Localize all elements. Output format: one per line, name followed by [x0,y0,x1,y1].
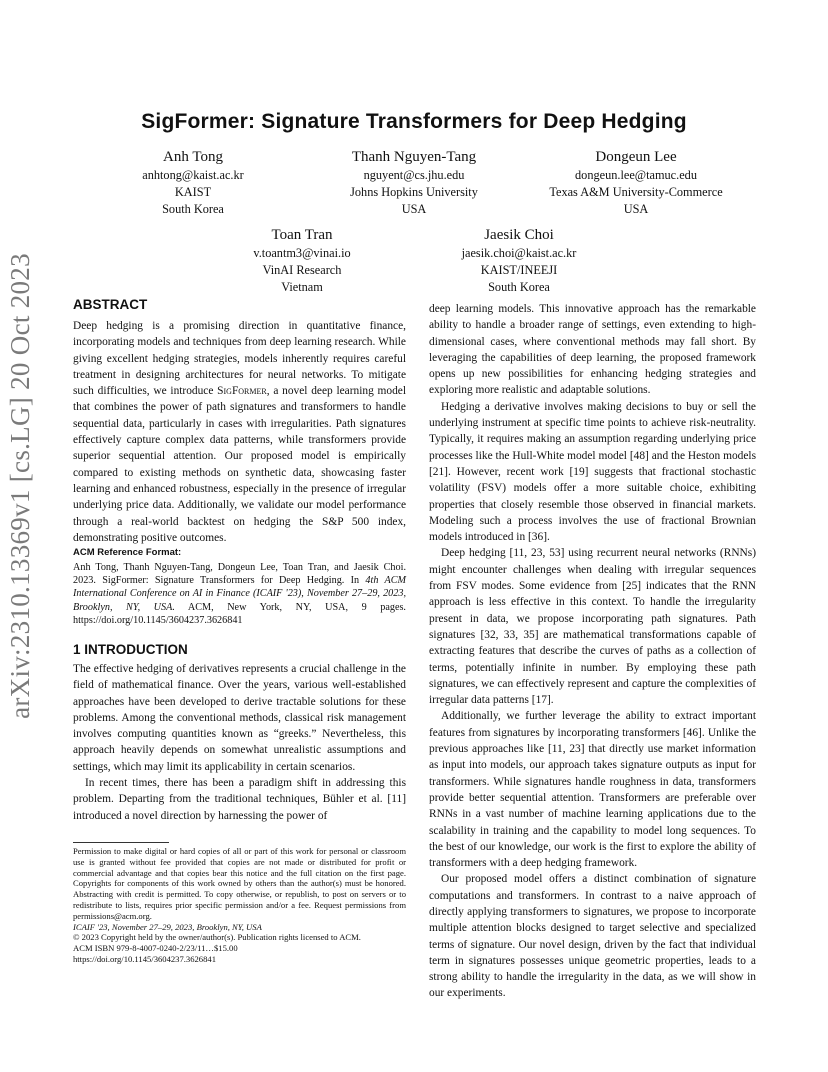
acm-reference-heading: ACM Reference Format: [73,547,182,558]
model-name: SigFormer [217,385,267,398]
right-column-body [429,301,756,1002]
author-country: South Korea [162,202,224,216]
author-country: South Korea [488,280,550,294]
author-country: USA [623,202,649,216]
arxiv-identifier: arXiv:2310.13369v1 [cs.LG] 20 Oct 2023 [5,253,35,719]
acm-reference-text: Anh Tong, Thanh Nguyen-Tang, Dongeun Lee, Toan Tran, and Jaesik Choi. 2023. SigFormer: Signature Transformers for Deep Hedging. In [73,562,406,587]
doi-line: https://doi.org/10.1145/3604237.3626841 [73,953,216,964]
author-affiliation: Texas A&M University-Commerce [549,185,723,199]
author-name: Dongeun Lee [595,149,677,165]
author-affiliation: KAIST/INEEJI [480,263,558,277]
abstract-body [73,318,406,546]
author-name: Thanh Nguyen-Tang [351,149,477,165]
author-email: jaesik.choi@kaist.ac.kr [461,246,577,260]
author-country: USA [401,202,427,216]
paragraph: Additionally, we further leverage the ability to extract important features from signatures by incorporating transformers [46]. Unlike the previous approaches like [11, 23] that directly use market information as input into models, our approach takes signature outputs as input for transformers. While signatures handle roughness in data, transformers provide better sequential attention. Transformers are preferable over RNNs in a vast number of machine learning applications due to the scalability in training and the capability to model long sequences. To the best of our knowledge, our work is the first to explore the ability of transformers with a deep hedging framework. [429,710,756,870]
paper-title: SigFormer: Signature Transformers for Deep Hedging [141,110,687,133]
author-email: anhtong@kaist.ac.kr [142,168,244,182]
paragraph: deep learning models. This innovative approach has the remarkable ability to handle a broader range of settings, even extending to high-dimensional cases, where conventional methods may fall short. By leveraging the capabilities of deep learning, the proposed framework opens up new possibilities for enhancing hedging strategies and exploring more realistic and adaptable solutions. [429,303,756,397]
author-email: dongeun.lee@tamuc.edu [575,168,697,182]
author-block [526,147,746,218]
introduction-heading: 1 INTRODUCTION [73,642,188,657]
abstract-text: Deep hedging is a promising direction in quantitative finance, incorporating models and techniques from deep learning research. While giving excellent hedging strategies, models inherently requires careful treatment in designing architectures for neural networks. To mitigate such difficulties, we introduce [73,320,406,398]
copyright-line: © 2023 Copyright held by the owner/author(s). Publication rights licensed to ACM. [73,932,361,943]
footnote [73,846,406,965]
conference-line: ICAIF '23, November 27–29, 2023, Brooklyn, NY, USA [73,921,262,932]
introduction-body [73,661,406,824]
author-email: v.toantm3@vinai.io [253,246,351,260]
author-email: nguyent@cs.jhu.edu [363,168,465,182]
abstract-heading: ABSTRACT [73,297,148,312]
paragraph: Hedging a derivative involves making decisions to buy or sell the underlying instrument at specific time points to achieve risk-neutrality. Typically, it requires making an assumption regarding underlying price processes like the Hull-White model model [48] and the Heston models [21]. However, recent work [19] suggests that fractional stochastic volatility (FSV) models offer a more suitable choice, exhibiting properties that closely resemble those observed in financial markets. Modeling such a process involves the use of fractional Brownian models introduced in [36]. [429,400,756,544]
footnote-rule [73,842,169,843]
author-name: Toan Tran [271,227,333,243]
paragraph: Our proposed model offers a distinct combination of signature computations and transformers. In contrast to a naive approach of directly applying transformers to signatures, we propose to incorporate multiple attention blocks designed to target selective and specialized terms of signature. Our novel design, driven by the fact that individual term in signatures possesses unique geometric properties, leads to a strong ability to handle the irregularity in the data, as we will show in our experiments. [429,873,756,1000]
abstract-text: , a novel deep learning model that combines the power of path signatures and transformers to handle sequential data, particularly in cases with irregularities. Path signatures effectively capture complex data patterns, while transformers provide superior sequential attention. Our proposed model is empirically compared to existing methods on synthetic data, showcasing faster learning and enhanced robustness, especially in the presence of irregular underlying price data. Additionally, we validate our model performance through a real-world backtest on hedging the S&P 500 index, demonstrating positive outcomes. [73,385,406,544]
author-block [212,225,392,296]
author-block [424,225,614,296]
author-name: Jaesik Choi [484,227,554,243]
author-block [314,147,514,218]
author-affiliation: VinAI Research [262,263,342,277]
acm-reference-body [73,561,406,627]
isbn-line: ACM ISBN 979-8-4007-0240-2/23/11…$15.00 [73,943,238,954]
author-block [103,147,283,218]
paragraph: Deep hedging [11, 23, 53] using recurrent neural networks (RNNs) might encounter challenges when dealing with irregular sequences from FSV modes. Some evidence from [25] indicates that the RNN approach is less effective in this context. To handle the irregularity present in data, we propose incorporating path signatures. Path signatures [32, 33, 35] are mathematical transformations capable of extracting features that describe the curves of paths as a collection of terms, potentially infinite in number. By employing these path signatures, we can effectively represent and capture the complexities of irregular data patterns [17]. [429,547,756,707]
author-country: Vietnam [281,280,323,294]
author-affiliation: KAIST [174,185,212,199]
acm-reference-text: ACM, New York, NY, USA, 9 pages. https://doi.org/10.1145/3604237.3626841 [73,601,406,626]
paragraph: In recent times, there has been a paradigm shift in addressing this problem. Departing from the traditional techniques, Bühler et al. [11] introduced a novel direction by harnessing the power of [73,777,406,822]
permission-notice: Permission to make digital or hard copies of all or part of this work for personal or classroom use is granted without fee provided that copies are not made or distributed for profit or commercial advantage and that copies bear this notice and the full citation on the first page. Copyrights for components of this work owned by others than the author(s) must be honored. Abstracting with credit is permitted. To copy otherwise, or republish, to post on servers or to redistribute to lists, requires prior specific permission and/or a fee. Request permissions from permissions@acm.org. [73,846,406,921]
paragraph: The effective hedging of derivatives represents a crucial challenge in the field of mathematical finance. Over the years, various well-established approaches have been developed to derive tractable solutions for these problems. Among the conventional methods, classical risk management involves computing quantities known as “greeks.” Nevertheless, this approach heavily depends on somewhat unrealistic assumptions and settings, which may limit its applicability in certain scenarios. [73,663,406,773]
author-name: Anh Tong [163,149,223,165]
author-affiliation: Johns Hopkins University [350,185,478,199]
acm-reference-venue: 4th ACM International Conference on AI in Finance (ICAIF '23), November 27–29, 2023, Brooklyn, NY, USA. [73,575,407,613]
